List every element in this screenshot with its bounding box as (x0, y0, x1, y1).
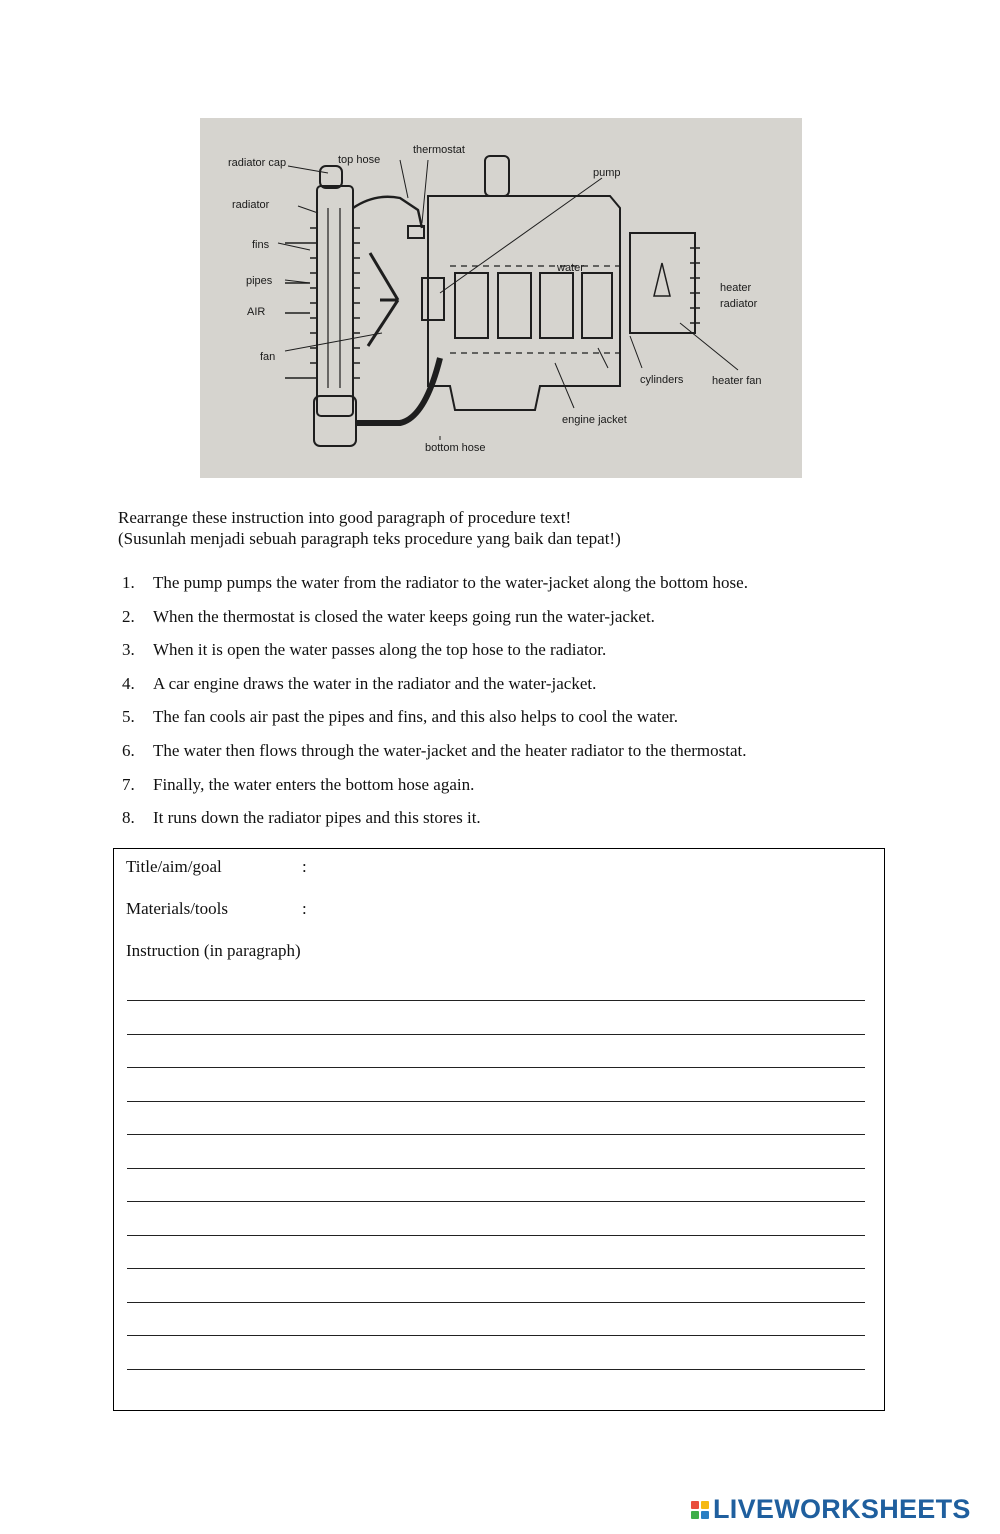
instruction-intro (118, 507, 621, 549)
label-top-hose: top hose (338, 154, 381, 166)
step-item (122, 707, 748, 741)
engine-block-shape (428, 196, 620, 410)
label-engine-jacket: engine jacket (562, 414, 627, 426)
label-radiator: radiator (232, 199, 270, 211)
steps-list (122, 573, 748, 842)
step-number: 1. (122, 573, 135, 592)
label-bottom-hose: bottom hose (425, 442, 486, 454)
materials-label: Materials/tools (126, 899, 228, 918)
logo-mark-icon (691, 1501, 709, 1519)
intro-english: Rearrange these instruction into good paragraph of procedure text! (118, 508, 572, 527)
answer-line[interactable] (127, 1269, 865, 1303)
label-thermostat: thermostat (413, 144, 465, 156)
step-text: The fan cools air past the pipes and fins, and this also helps to cool the water. (153, 707, 678, 727)
step-text: The pump pumps the water from the radiator to the water-jacket along the bottom hose. (153, 573, 748, 592)
engine-cooling-diagram (200, 118, 802, 478)
step-item (122, 808, 748, 842)
title-colon: : (302, 857, 307, 876)
logo-square (701, 1501, 709, 1509)
label-pipes: pipes (246, 275, 273, 287)
label-fins: fins (252, 239, 270, 251)
step-text: Finally, the water enters the bottom hose again. (153, 774, 475, 794)
answer-line[interactable] (127, 1303, 865, 1337)
step-item (122, 674, 748, 708)
label-water: water (557, 262, 584, 274)
logo-text: LIVEWORKSHEETS (713, 1494, 971, 1524)
answer-line[interactable] (127, 984, 865, 1001)
step-text: A car engine draws the water in the radiator and the water-jacket. (153, 673, 597, 693)
instruction-label: Instruction (in paragraph) (126, 941, 301, 960)
answer-box (113, 848, 885, 1411)
answer-line[interactable] (127, 1068, 865, 1102)
step-text: It runs down the radiator pipes and this stores it. (153, 808, 481, 828)
step-item (122, 775, 748, 809)
label-heater-fan: heater fan (712, 375, 762, 387)
step-number: 7. (122, 774, 135, 794)
step-number: 6. (122, 740, 135, 760)
liveworksheets-logo (691, 1494, 971, 1525)
label-heater: heater (720, 282, 752, 294)
step-item (122, 573, 748, 607)
logo-square (691, 1501, 699, 1509)
step-text: The water then flows through the water-jacket and the heater radiator to the thermostat. (153, 740, 747, 760)
answer-line[interactable] (127, 1102, 865, 1136)
answer-line[interactable] (127, 1169, 865, 1203)
answer-line[interactable] (127, 1202, 865, 1236)
answer-line[interactable] (127, 1135, 865, 1169)
label-air: AIR (247, 306, 266, 318)
materials-field[interactable] (126, 899, 307, 919)
radiator-cap-shape (320, 166, 342, 188)
logo-square (691, 1511, 699, 1519)
step-text: When it is open the water passes along the top hose to the radiator. (153, 640, 607, 660)
title-label: Title/aim/goal (126, 857, 222, 876)
step-item (122, 607, 748, 641)
label-heater-radiator: radiator (720, 298, 758, 310)
answer-line[interactable] (127, 1035, 865, 1069)
answer-line[interactable] (127, 1236, 865, 1270)
diagram-drawing (200, 118, 802, 478)
step-number: 8. (122, 808, 135, 828)
step-item (122, 640, 748, 674)
answer-line[interactable] (127, 1001, 865, 1035)
step-number: 4. (122, 673, 135, 693)
diagram-labels (228, 144, 762, 454)
logo-square (701, 1511, 709, 1519)
step-text: When the thermostat is closed the water keeps going run the water-jacket. (153, 606, 655, 626)
label-cylinders: cylinders (640, 374, 684, 386)
label-radiator-cap: radiator cap (228, 157, 287, 169)
materials-colon: : (302, 899, 307, 918)
step-number: 5. (122, 707, 135, 727)
answer-line[interactable] (127, 1336, 865, 1370)
label-pump: pump (593, 167, 621, 179)
radiator-shape (317, 186, 353, 416)
step-number: 2. (122, 606, 135, 626)
step-number: 3. (122, 640, 135, 660)
step-item (122, 741, 748, 775)
answer-lines[interactable] (127, 984, 865, 1370)
title-field[interactable] (126, 857, 307, 877)
intro-indonesian: (Susunlah menjadi sebuah paragraph teks procedure yang baik dan tepat!) (118, 529, 621, 548)
label-fan: fan (260, 351, 276, 363)
